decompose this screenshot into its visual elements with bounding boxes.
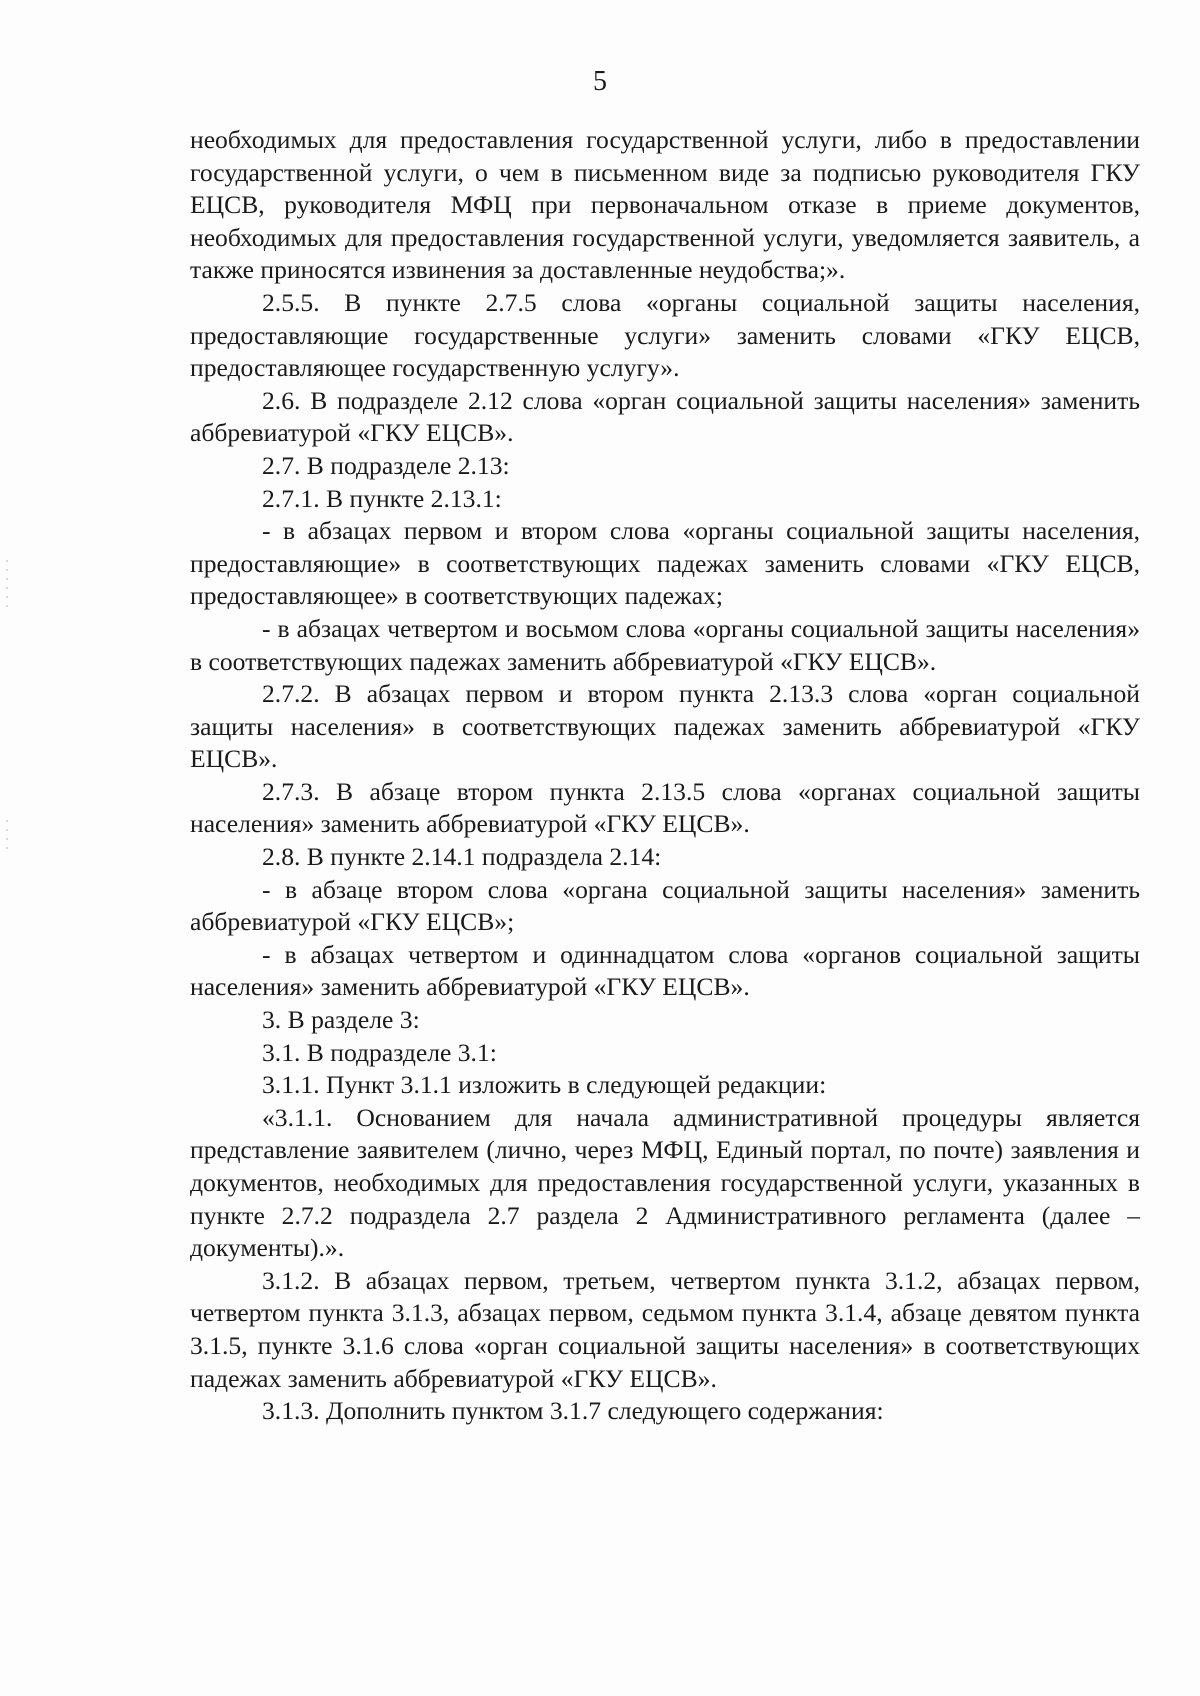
paragraph: «3.1.1. Основанием для начала административной процедуры является представление заявителем (лично, через МФЦ, Единый портал, по почте) заявления и документов, необходимых для предоставления государственной услуги, указанных в пункте 2.7.2 подраздела 2.7 раздела 2 Административного регламента (далее – документы).». xyxy=(190,1102,1140,1263)
paragraph: 2.5.5. В пункте 2.7.5 слова «органы социальной защиты населения, предоставляющие государственные услуги» заменить словами «ГКУ ЕЦСВ, предоставляющее государственную услугу». xyxy=(190,287,1140,383)
paragraph: 2.8. В пункте 2.14.1 подраздела 2.14: xyxy=(262,842,662,872)
page-number: 5 xyxy=(593,66,607,97)
paragraph: - в абзацах четвертом и одиннадцатом слова «органов социальной защиты населения» заменить аббревиатурой «ГКУ ЕЦСВ». xyxy=(190,939,1140,1002)
paragraph: - в абзаце втором слова «органа социальной защиты населения» заменить аббревиатурой «ГКУ ЕЦСВ»; xyxy=(190,874,1140,937)
paragraph: необходимых для предоставления государственной услуги, либо в предоставлении государственной услуги, о чем в письменном виде за подписью руководителя ГКУ ЕЦСВ, руководителя МФЦ при первоначальном отказе в приеме документов, необходимых для предоставления государственной услуги, уведомляется заявитель, а также приносятся извинения за доставленные неудобства;». xyxy=(190,125,1140,285)
document-body xyxy=(190,124,1140,1428)
paragraph: 2.6. В подразделе 2.12 слова «орган социальной защиты населения» заменить аббревиатурой «ГКУ ЕЦСВ». xyxy=(190,385,1140,448)
paragraph: - в абзацах четвертом и восьмом слова «органы социальной защиты населения» в соответствующих падежах заменить аббревиатурой «ГКУ ЕЦСВ». xyxy=(190,613,1140,676)
paragraph: 2.7.1. В пункте 2.13.1: xyxy=(262,483,502,513)
paragraph: 2.7.2. В абзацах первом и втором пункта 2.13.3 слова «орган социальной защиты населения» в соответствующих падежах заменить аббревиатурой «ГКУ ЕЦСВ». xyxy=(190,679,1140,774)
scan-artifact xyxy=(6,560,8,614)
paragraph: 2.7. В подразделе 2.13: xyxy=(262,450,510,480)
paragraph: 3. В разделе 3: xyxy=(262,1005,420,1035)
paragraph: 3.1.1. Пункт 3.1.1 изложить в следующей редакции: xyxy=(262,1070,827,1100)
paragraph: 2.7.3. В абзаце втором пункта 2.13.5 слова «органах социальной защиты населения» заменить аббревиатурой «ГКУ ЕЦСВ». xyxy=(190,776,1140,839)
scan-artifact xyxy=(6,820,8,856)
paragraph: 3.1. В подразделе 3.1: xyxy=(262,1037,497,1067)
paragraph: 3.1.3. Дополнить пунктом 3.1.7 следующего содержания: xyxy=(262,1396,884,1426)
paragraph: 3.1.2. В абзацах первом, третьем, четвертом пункта 3.1.2, абзацах первом, четвертом пункта 3.1.3, абзацах первом, седьмом пункта 3.1.4, абзаце девятом пункта 3.1.5, пункте 3.1.6 слова «орган социальной защиты населения» в соответствующих падежах заменить аббревиатурой «ГКУ ЕЦСВ». xyxy=(190,1265,1140,1393)
paragraph: - в абзацах первом и втором слова «органы социальной защиты населения, предоставляющие» в соответствующих падежах заменить словами «ГКУ ЕЦСВ, предоставляющее» в соответствующих падежах; xyxy=(190,516,1140,611)
